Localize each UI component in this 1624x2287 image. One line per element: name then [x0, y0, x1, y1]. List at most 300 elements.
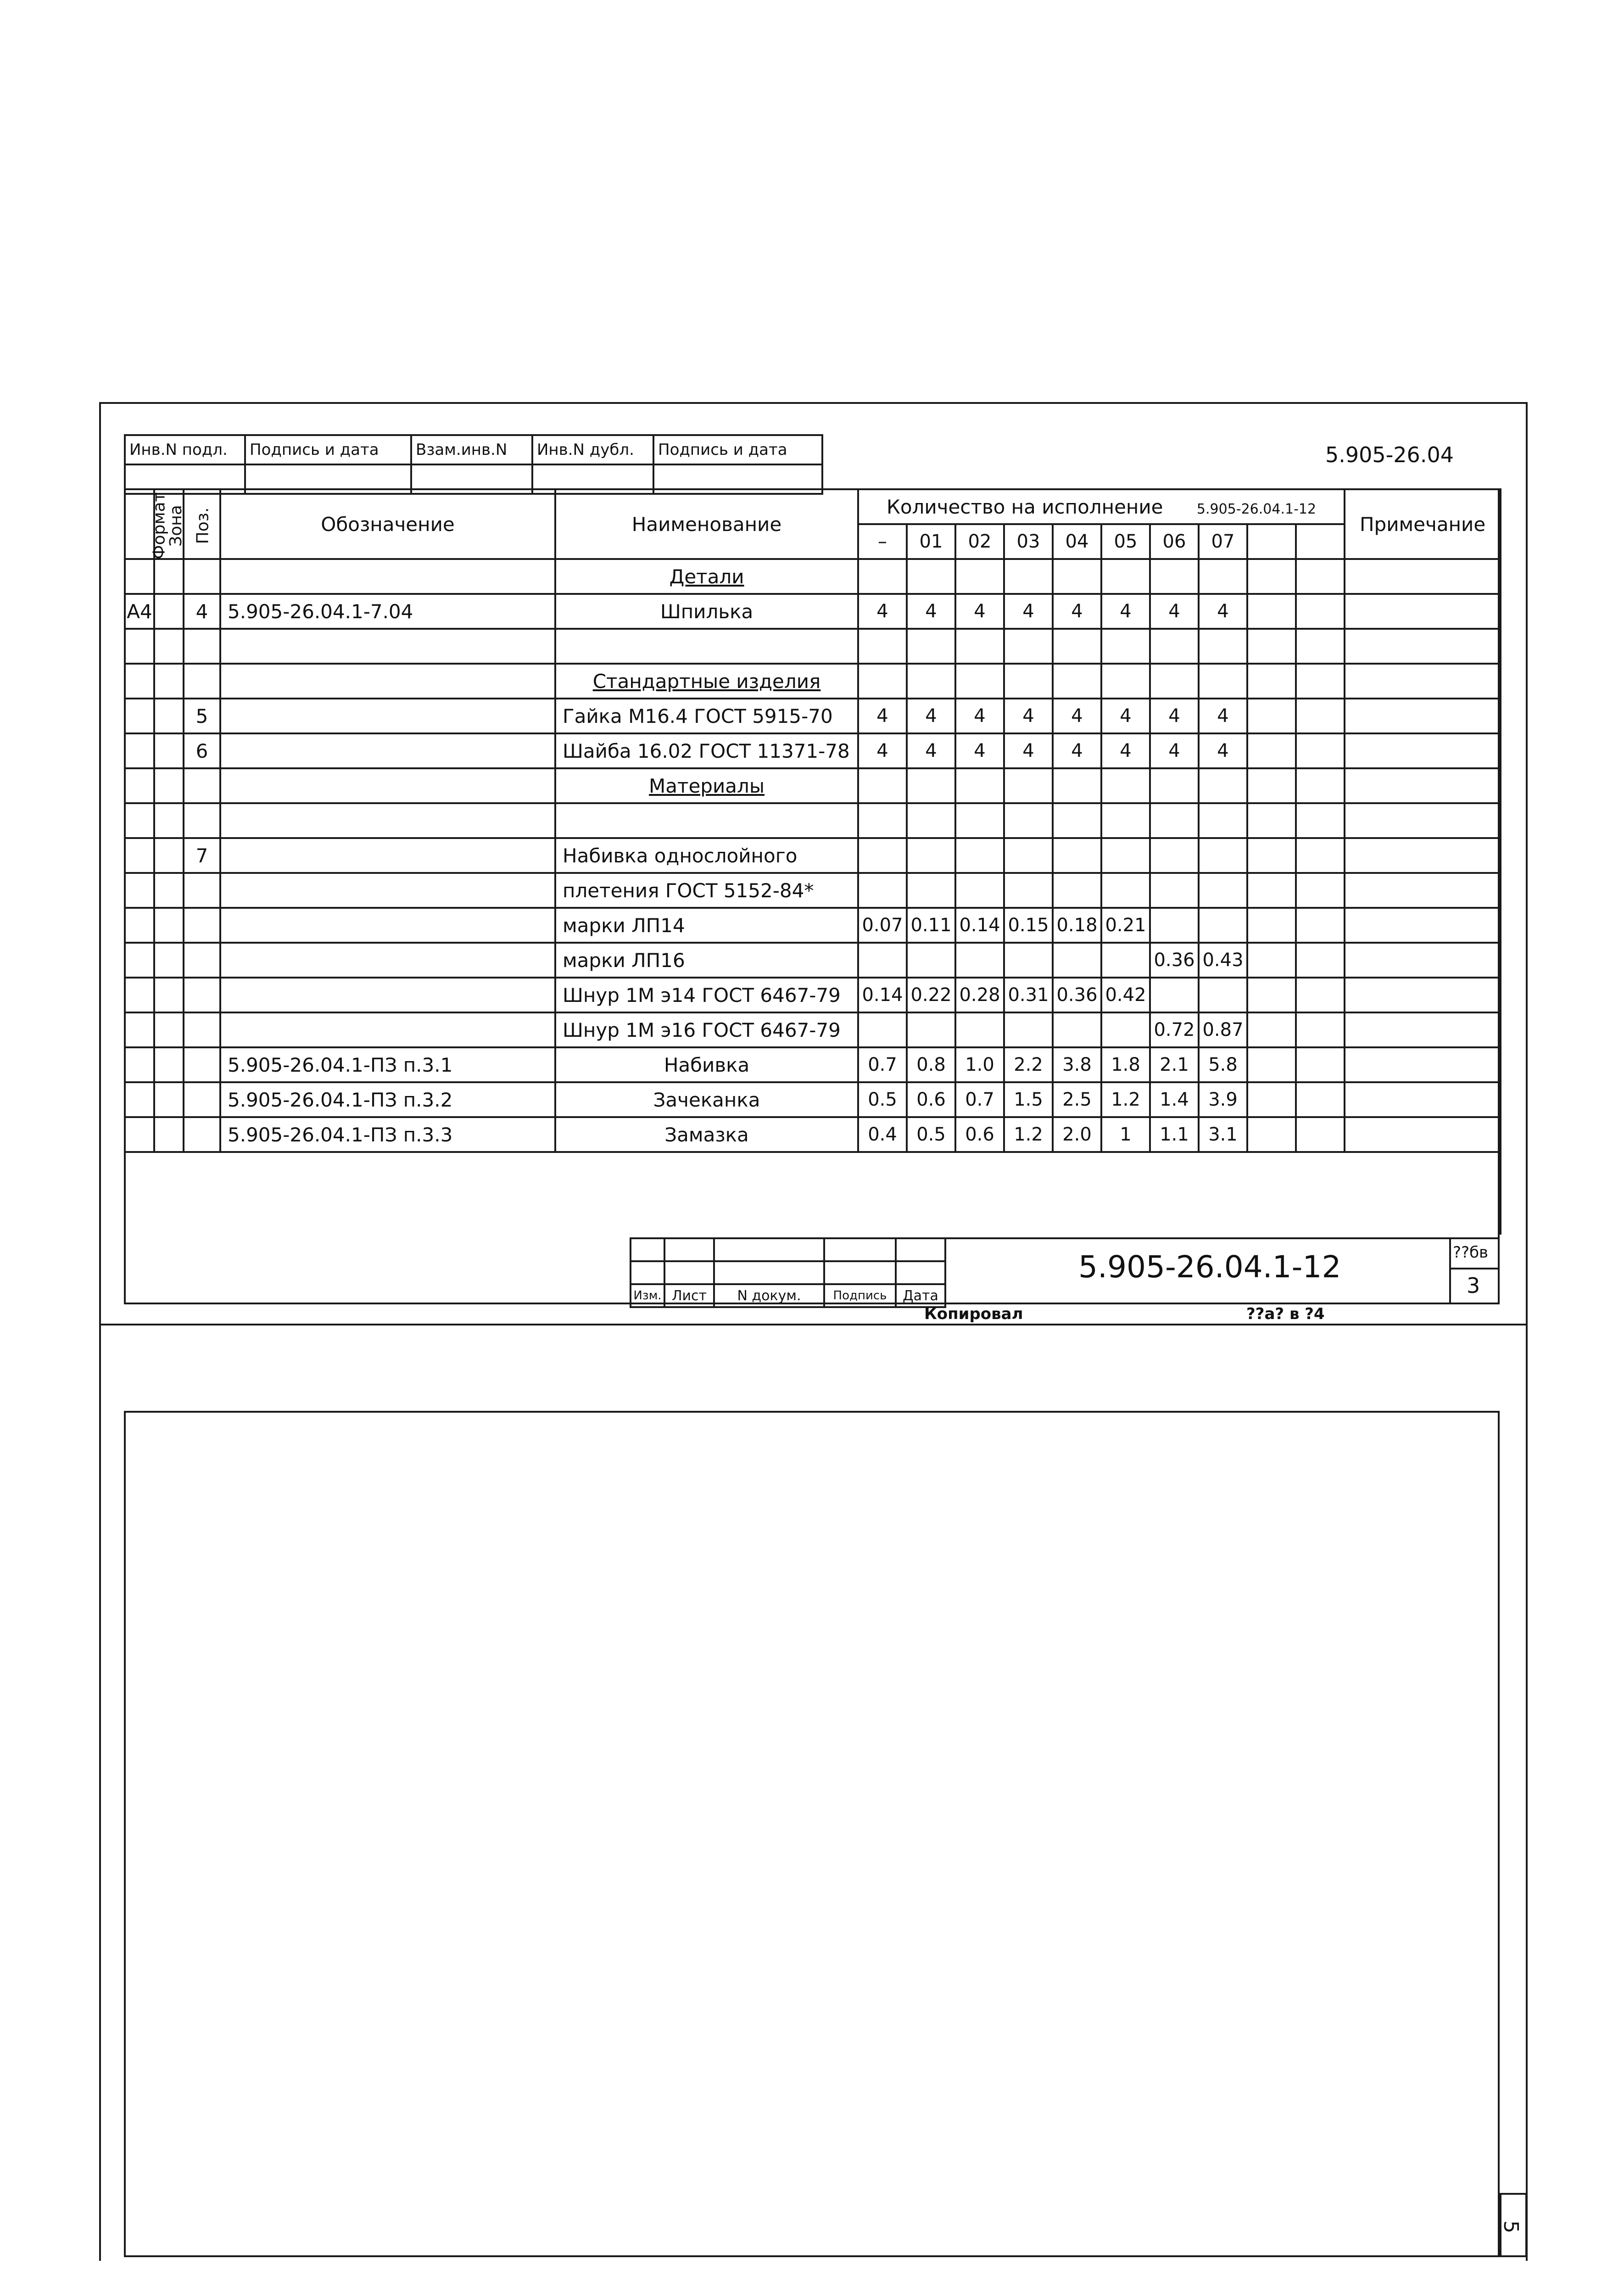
cell-qty	[858, 768, 907, 803]
cell-qty: 1.2	[1004, 1117, 1053, 1152]
cell-name	[555, 629, 858, 664]
cell-qty	[1296, 908, 1345, 943]
cell-zone	[154, 664, 184, 699]
cell-qty	[1296, 559, 1345, 594]
cell-qty	[1053, 1012, 1101, 1047]
cell-pos	[184, 873, 220, 908]
spec-row	[125, 838, 1501, 873]
cell-qty: 3.8	[1053, 1047, 1101, 1082]
cell-qty: 4	[1053, 733, 1101, 768]
cell-pos	[184, 629, 220, 664]
cell-qty: 0.4	[858, 1117, 907, 1152]
cell-qty: 4	[1004, 733, 1053, 768]
variant-header: 07	[1199, 524, 1247, 559]
variant-header: 06	[1150, 524, 1199, 559]
archive-label: Подпись и дата	[653, 435, 822, 464]
cell-qty: 4	[1150, 594, 1199, 629]
cell-qty: 4	[907, 699, 955, 733]
cell-zone	[154, 873, 184, 908]
cell-qty	[907, 768, 955, 803]
cell-qty	[858, 838, 907, 873]
cell-qty: 0.07	[858, 908, 907, 943]
cell-format	[125, 733, 154, 768]
cell-qty	[1053, 629, 1101, 664]
cell-qty	[1101, 1012, 1150, 1047]
spec-row	[125, 1082, 1501, 1117]
cell-qty	[1053, 873, 1101, 908]
cell-qty	[858, 803, 907, 838]
cell-name: Набивка	[555, 1047, 858, 1082]
cell-qty	[1296, 1047, 1345, 1082]
cell-designation	[220, 629, 555, 664]
variant-header: 01	[907, 524, 955, 559]
cell-qty: 0.6	[955, 1117, 1004, 1152]
cell-qty	[1053, 943, 1101, 978]
cell-qty: 0.87	[1199, 1012, 1247, 1047]
cell-qty	[1053, 559, 1101, 594]
cell-qty: 0.8	[907, 1047, 955, 1082]
cell-qty	[1296, 873, 1345, 908]
cell-qty	[858, 629, 907, 664]
cell-qty: 4	[955, 594, 1004, 629]
frame-right-line	[1526, 402, 1528, 2261]
cell-designation	[220, 1012, 555, 1047]
cell-name: Шайба 16.02 ГОСТ 11371-78	[555, 733, 858, 768]
cell-qty	[1004, 838, 1053, 873]
cell-qty	[1247, 1117, 1296, 1152]
cell-qty	[1150, 629, 1199, 664]
archive-label: Взам.инв.N	[411, 435, 532, 464]
cell-qty	[1247, 803, 1296, 838]
sheet-number: 3	[1467, 1273, 1480, 1298]
cell-qty: 1.2	[1101, 1082, 1150, 1117]
cell-qty	[1150, 978, 1199, 1012]
cell-qty	[1101, 838, 1150, 873]
cell-qty: 4	[1199, 594, 1247, 629]
cell-qty	[1296, 594, 1345, 629]
cell-qty	[1247, 1082, 1296, 1117]
cell-qty	[1150, 803, 1199, 838]
variant-header: 03	[1004, 524, 1053, 559]
cell-format	[125, 838, 154, 873]
cell-zone	[154, 1117, 184, 1152]
specification-body	[125, 559, 1501, 1235]
cell-note	[1345, 1047, 1501, 1082]
cell-qty: 0.28	[955, 978, 1004, 1012]
cell-note	[1345, 699, 1501, 733]
spec-row	[125, 1047, 1501, 1082]
title-block-top-line	[941, 1237, 1500, 1239]
cell-note	[1345, 768, 1501, 803]
cell-zone	[154, 594, 184, 629]
cell-pos: 4	[184, 594, 220, 629]
cell-qty	[858, 559, 907, 594]
cell-zone	[154, 629, 184, 664]
cell-designation	[220, 908, 555, 943]
cell-qty	[1199, 559, 1247, 594]
cell-qty	[1296, 768, 1345, 803]
cell-qty: 4	[1053, 594, 1101, 629]
cell-name: Зачеканка	[555, 1082, 858, 1117]
cell-qty: 4	[907, 594, 955, 629]
cell-qty: 0.14	[858, 978, 907, 1012]
cell-format	[125, 1117, 154, 1152]
cell-pos	[184, 803, 220, 838]
cell-qty	[1247, 1012, 1296, 1047]
cell-name: Материалы	[555, 768, 858, 803]
header-format: Формат	[125, 489, 154, 559]
cell-qty: 4	[1101, 699, 1150, 733]
cell-qty	[1199, 629, 1247, 664]
cell-qty	[1004, 1012, 1053, 1047]
cell-qty	[1004, 873, 1053, 908]
cell-qty	[907, 943, 955, 978]
cell-qty	[1053, 838, 1101, 873]
cell-qty	[858, 943, 907, 978]
cell-qty	[1247, 908, 1296, 943]
cell-pos	[184, 559, 220, 594]
cell-qty	[955, 1012, 1004, 1047]
cell-qty	[1053, 803, 1101, 838]
cell-format	[125, 908, 154, 943]
cell-note	[1345, 838, 1501, 873]
cell-pos	[184, 768, 220, 803]
cell-zone	[154, 559, 184, 594]
cell-qty	[1247, 559, 1296, 594]
variant-header	[1247, 524, 1296, 559]
cell-qty	[1004, 943, 1053, 978]
edge-mark-text: 5	[1499, 2220, 1523, 2233]
cell-qty	[1199, 873, 1247, 908]
spec-row	[125, 733, 1501, 768]
frame-sheet-divider	[99, 1324, 1528, 1325]
cell-note	[1345, 733, 1501, 768]
cell-designation: 5.905-26.04.1-7.04	[220, 594, 555, 629]
cell-qty: 0.36	[1053, 978, 1101, 1012]
cell-qty	[1296, 1012, 1345, 1047]
cell-format	[125, 1047, 154, 1082]
cell-qty	[1296, 664, 1345, 699]
cell-format	[125, 943, 154, 978]
cell-zone	[154, 699, 184, 733]
cell-qty	[907, 803, 955, 838]
footer-format: ??а? в ?4	[1246, 1305, 1325, 1323]
cell-qty	[1101, 803, 1150, 838]
cell-qty	[1247, 978, 1296, 1012]
cell-note	[1345, 629, 1501, 664]
cell-qty: 4	[858, 594, 907, 629]
cell-qty: 0.43	[1199, 943, 1247, 978]
cell-format	[125, 699, 154, 733]
cell-format	[125, 559, 154, 594]
cell-zone	[154, 803, 184, 838]
cell-qty: 0.11	[907, 908, 955, 943]
cell-qty	[1199, 768, 1247, 803]
document-code: 5.905-26.04	[1325, 442, 1454, 467]
cell-pos	[184, 908, 220, 943]
cell-note	[1345, 594, 1501, 629]
cell-zone	[154, 978, 184, 1012]
tb-label: Подпись	[824, 1284, 896, 1307]
cell-qty: 4	[1150, 699, 1199, 733]
cell-qty: 0.6	[907, 1082, 955, 1117]
cell-qty	[1199, 803, 1247, 838]
cell-qty: 4	[907, 733, 955, 768]
cell-qty	[858, 664, 907, 699]
tb-label: Дата	[896, 1284, 945, 1307]
cell-qty: 0.22	[907, 978, 955, 1012]
cell-qty: 2.0	[1053, 1117, 1101, 1152]
qty-title: Количество на исполнение	[887, 495, 1163, 518]
cell-qty	[1296, 1117, 1345, 1152]
cell-name: Стандартные изделия	[555, 664, 858, 699]
cell-pos: 6	[184, 733, 220, 768]
cell-qty	[907, 1012, 955, 1047]
spec-row	[125, 978, 1501, 1012]
cell-qty: 0.5	[858, 1082, 907, 1117]
variant-header	[1296, 524, 1345, 559]
cell-qty	[1199, 908, 1247, 943]
cell-qty: 1.4	[1150, 1082, 1199, 1117]
cell-qty	[1053, 664, 1101, 699]
cell-qty	[1296, 943, 1345, 978]
cell-pos: 7	[184, 838, 220, 873]
cell-qty	[858, 1012, 907, 1047]
cell-qty	[1296, 978, 1345, 1012]
cell-name: Шнур 1М э16 ГОСТ 6467-79	[555, 1012, 858, 1047]
cell-qty	[1053, 768, 1101, 803]
cell-qty	[1296, 803, 1345, 838]
cell-name: Гайка М16.4 ГОСТ 5915-70	[555, 699, 858, 733]
tb-label: N докум.	[714, 1284, 824, 1307]
cell-qty	[1004, 664, 1053, 699]
spec-row	[125, 873, 1501, 908]
cell-zone	[154, 1012, 184, 1047]
cell-qty	[1247, 873, 1296, 908]
cell-qty: 4	[1101, 594, 1150, 629]
cell-zone	[154, 943, 184, 978]
cell-qty	[1247, 1047, 1296, 1082]
archive-label: Инв.N подл.	[125, 435, 245, 464]
cell-qty: 4	[1101, 733, 1150, 768]
cell-qty: 4	[1199, 699, 1247, 733]
cell-qty: 0.14	[955, 908, 1004, 943]
cell-format	[125, 873, 154, 908]
cell-designation	[220, 699, 555, 733]
cell-qty: 0.21	[1101, 908, 1150, 943]
cell-pos: 5	[184, 699, 220, 733]
spec-row	[125, 768, 1501, 803]
cell-zone	[154, 733, 184, 768]
spec-blank-area	[125, 1152, 1501, 1235]
cell-qty: 1.8	[1101, 1047, 1150, 1082]
cell-qty	[1247, 838, 1296, 873]
title-block-doc-number: 5.905-26.04.1-12	[1078, 1249, 1341, 1285]
cell-format	[125, 803, 154, 838]
cell-qty: 2.5	[1053, 1082, 1101, 1117]
cell-qty	[1101, 943, 1150, 978]
cell-zone	[154, 768, 184, 803]
cell-note	[1345, 664, 1501, 699]
cell-qty	[955, 943, 1004, 978]
cell-qty	[1247, 664, 1296, 699]
cell-qty: 0.31	[1004, 978, 1053, 1012]
cell-qty: 4	[1053, 699, 1101, 733]
cell-qty	[1004, 803, 1053, 838]
cell-designation: 5.905-26.04.1-ПЗ п.3.2	[220, 1082, 555, 1117]
cell-qty: 2.1	[1150, 1047, 1199, 1082]
cell-qty: 4	[1004, 594, 1053, 629]
cell-qty	[955, 803, 1004, 838]
cell-qty	[858, 873, 907, 908]
cell-qty	[1004, 559, 1053, 594]
cell-qty	[955, 629, 1004, 664]
cell-zone	[154, 908, 184, 943]
cell-name: Набивка однослойного	[555, 838, 858, 873]
cell-format	[125, 629, 154, 664]
cell-qty: 0.7	[858, 1047, 907, 1082]
header-name: Наименование	[555, 489, 858, 559]
specification-table	[124, 488, 1501, 1235]
cell-qty: 5.8	[1199, 1047, 1247, 1082]
cell-qty	[1150, 664, 1199, 699]
cell-designation	[220, 978, 555, 1012]
cell-name: марки ЛП16	[555, 943, 858, 978]
cell-designation	[220, 559, 555, 594]
cell-qty	[1004, 768, 1053, 803]
cell-qty	[1296, 699, 1345, 733]
spec-row	[125, 1012, 1501, 1047]
cell-note	[1345, 943, 1501, 978]
cell-name: Шпилька	[555, 594, 858, 629]
cell-qty: 4	[955, 733, 1004, 768]
frame-left-line	[99, 402, 101, 2261]
header-qty	[858, 489, 1345, 524]
spec-row	[125, 1117, 1501, 1152]
title-block-grid	[630, 1237, 946, 1308]
cell-qty: 0.15	[1004, 908, 1053, 943]
variant-header: –	[858, 524, 907, 559]
cell-designation: 5.905-26.04.1-ПЗ п.3.3	[220, 1117, 555, 1152]
cell-pos	[184, 943, 220, 978]
cell-note	[1345, 908, 1501, 943]
cell-qty: 0.72	[1150, 1012, 1199, 1047]
cell-qty: 4	[858, 733, 907, 768]
cell-qty	[1247, 699, 1296, 733]
header-pos: Поз.	[184, 489, 220, 559]
cell-designation	[220, 664, 555, 699]
tb-label: Изм.	[631, 1284, 664, 1307]
cell-qty	[1199, 978, 1247, 1012]
cell-qty	[1150, 768, 1199, 803]
frame-top-line	[99, 402, 1528, 404]
cell-name	[555, 803, 858, 838]
spec-row	[125, 629, 1501, 664]
cell-qty: 0.7	[955, 1082, 1004, 1117]
cell-designation	[220, 768, 555, 803]
cell-designation: 5.905-26.04.1-ПЗ п.3.1	[220, 1047, 555, 1082]
cell-qty: 1.0	[955, 1047, 1004, 1082]
cell-qty	[955, 838, 1004, 873]
cell-qty	[955, 664, 1004, 699]
cell-note	[1345, 803, 1501, 838]
cell-qty: 3.1	[1199, 1117, 1247, 1152]
cell-format	[125, 1082, 154, 1117]
variant-header: 05	[1101, 524, 1150, 559]
cell-qty: 4	[858, 699, 907, 733]
cell-qty	[907, 664, 955, 699]
cell-note	[1345, 559, 1501, 594]
cell-designation	[220, 733, 555, 768]
cell-zone	[154, 1082, 184, 1117]
cell-qty	[1247, 943, 1296, 978]
cell-qty: 4	[955, 699, 1004, 733]
cell-qty	[1150, 559, 1199, 594]
spec-blank-row	[125, 1152, 1501, 1235]
cell-qty	[907, 629, 955, 664]
cell-qty: 0.36	[1150, 943, 1199, 978]
spec-row	[125, 943, 1501, 978]
cell-pos	[184, 1082, 220, 1117]
cell-pos	[184, 1012, 220, 1047]
cell-qty	[1247, 629, 1296, 664]
cell-qty: 3.9	[1199, 1082, 1247, 1117]
cell-qty	[1101, 768, 1150, 803]
spec-row	[125, 699, 1501, 733]
variant-header: 04	[1053, 524, 1101, 559]
cell-note	[1345, 873, 1501, 908]
spec-row	[125, 908, 1501, 943]
cell-designation	[220, 943, 555, 978]
cell-qty	[1247, 594, 1296, 629]
cell-zone	[154, 838, 184, 873]
qty-code: 5.905-26.04.1-12	[1196, 501, 1317, 517]
cell-qty	[1199, 664, 1247, 699]
cell-format	[125, 978, 154, 1012]
header-note: Примечание	[1345, 489, 1501, 559]
cell-qty: 4	[1199, 733, 1247, 768]
cell-format: А4	[125, 594, 154, 629]
cell-note	[1345, 1117, 1501, 1152]
cell-qty: 1.1	[1150, 1117, 1199, 1152]
cell-format	[125, 664, 154, 699]
cell-designation	[220, 873, 555, 908]
cell-qty	[1296, 629, 1345, 664]
archive-label: Подпись и дата	[245, 435, 411, 464]
tb-label: Лист	[664, 1284, 714, 1307]
cell-pos	[184, 1117, 220, 1152]
cell-qty: 4	[1150, 733, 1199, 768]
cell-format	[125, 768, 154, 803]
cell-qty: 0.5	[907, 1117, 955, 1152]
header-designation: Обозначение	[220, 489, 555, 559]
cell-zone	[154, 1047, 184, 1082]
spec-row	[125, 559, 1501, 594]
sheet-label: ??бв	[1453, 1243, 1489, 1262]
cell-qty	[1296, 838, 1345, 873]
cell-qty	[1004, 629, 1053, 664]
cell-qty	[955, 873, 1004, 908]
cell-qty	[1296, 733, 1345, 768]
cell-qty: 1.5	[1004, 1082, 1053, 1117]
cell-qty: 0.42	[1101, 978, 1150, 1012]
footer-copied: Копировал	[924, 1305, 1023, 1323]
cell-name: Детали	[555, 559, 858, 594]
cell-qty	[907, 559, 955, 594]
cell-qty	[1296, 1082, 1345, 1117]
cell-qty	[907, 838, 955, 873]
cell-qty	[1247, 768, 1296, 803]
